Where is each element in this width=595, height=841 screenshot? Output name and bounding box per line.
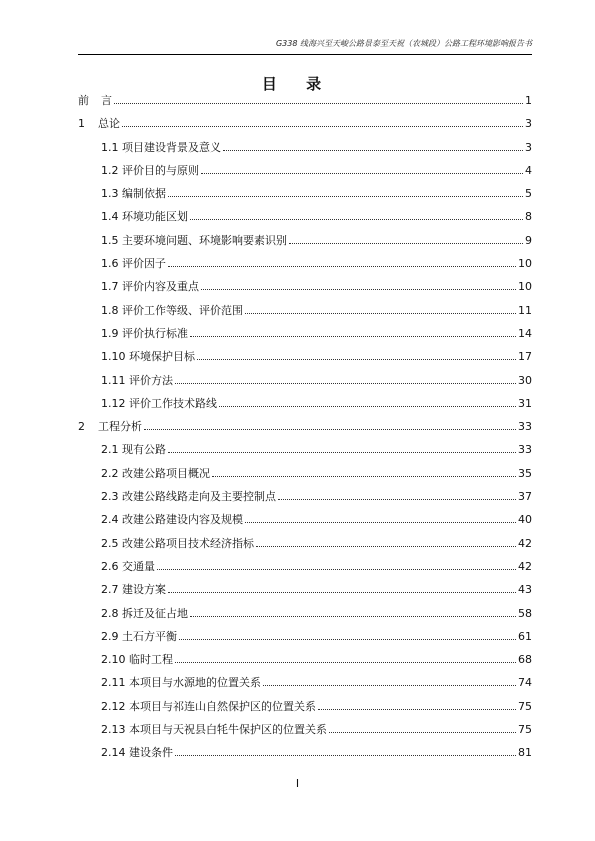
toc-entry[interactable] bbox=[78, 536, 532, 559]
toc-entry-label: 2.14 建设条件 bbox=[101, 746, 173, 760]
toc-leader-dots bbox=[190, 335, 516, 337]
page-number: I bbox=[295, 777, 300, 790]
toc-entry-page: 74 bbox=[518, 676, 532, 690]
toc-entry[interactable] bbox=[78, 186, 532, 209]
toc-leader-dots bbox=[168, 195, 523, 197]
toc-leader-dots bbox=[201, 288, 516, 290]
toc-entry[interactable] bbox=[78, 140, 532, 163]
toc-entry-label: 1.1 项目建设背景及意义 bbox=[101, 140, 221, 154]
toc-leader-dots bbox=[168, 265, 516, 267]
toc-entry[interactable] bbox=[78, 326, 532, 349]
toc-entry-label: 1.3 编制依据 bbox=[101, 187, 166, 201]
toc-leader-dots bbox=[190, 218, 523, 220]
toc-entry-label: 1.12 评价工作技术路线 bbox=[101, 396, 217, 410]
toc-leader-dots bbox=[175, 382, 516, 384]
toc-entry-label: 2.2 改建公路项目概况 bbox=[101, 466, 210, 480]
toc-leader-dots bbox=[212, 475, 516, 477]
toc-entry[interactable] bbox=[78, 652, 532, 675]
header-divider bbox=[78, 54, 532, 55]
toc-entry[interactable] bbox=[78, 699, 532, 722]
toc-leader-dots bbox=[144, 428, 516, 430]
toc-entry-page: 37 bbox=[518, 490, 532, 504]
toc-entry[interactable] bbox=[78, 256, 532, 279]
toc-entry-page: 3 bbox=[525, 117, 532, 131]
toc-entry-page: 40 bbox=[518, 513, 532, 527]
toc-entry-label: 言 bbox=[101, 94, 112, 107]
toc-entry-page: 1 bbox=[525, 94, 532, 107]
toc-entry-page: 10 bbox=[518, 257, 532, 271]
toc-entry-label: 1.2 评价目的与原则 bbox=[101, 163, 199, 177]
toc-leader-dots bbox=[179, 638, 516, 640]
toc-leader-dots bbox=[245, 312, 516, 314]
toc-entry[interactable] bbox=[78, 489, 532, 512]
toc-leader-dots bbox=[256, 545, 516, 547]
toc-entry-label: 2.6 交通量 bbox=[101, 559, 155, 573]
toc-entry[interactable] bbox=[78, 396, 532, 419]
toc-entry-label: 1.6 评价因子 bbox=[101, 257, 166, 271]
toc-entry-page: 4 bbox=[525, 163, 532, 177]
toc-entry-label: 1.7 评价内容及重点 bbox=[101, 280, 199, 294]
toc-entry[interactable] bbox=[78, 373, 532, 396]
toc-entry[interactable] bbox=[78, 559, 532, 582]
toc-leader-dots bbox=[201, 172, 523, 174]
toc-entry-page: 75 bbox=[518, 699, 532, 713]
toc-entry-label: 2.5 改建公路项目技术经济指标 bbox=[101, 536, 254, 550]
page-title: 目 录 bbox=[261, 75, 334, 93]
toc-entry[interactable] bbox=[78, 442, 532, 465]
toc-entry-page: 58 bbox=[518, 606, 532, 620]
toc-entry-page: 33 bbox=[518, 443, 532, 457]
toc-entry-label: 1.9 评价执行标准 bbox=[101, 326, 188, 340]
toc-entry[interactable] bbox=[78, 466, 532, 489]
toc-entry-number: 前 bbox=[78, 94, 89, 107]
toc-leader-dots bbox=[219, 405, 516, 407]
toc-leader-dots bbox=[263, 684, 516, 686]
toc-entry-label: 2.7 建设方案 bbox=[101, 583, 166, 597]
toc-leader-dots bbox=[190, 615, 516, 617]
toc-entry-page: 35 bbox=[518, 466, 532, 480]
toc-entry[interactable] bbox=[78, 279, 532, 302]
toc-leader-dots bbox=[175, 661, 516, 663]
toc-leader-dots bbox=[289, 242, 523, 244]
toc-entry-label: 2.8 拆迁及征占地 bbox=[101, 606, 188, 620]
toc-entry-label: 2.12 本项目与祁连山自然保护区的位置关系 bbox=[101, 699, 316, 713]
toc-entry-page: 31 bbox=[518, 396, 532, 410]
toc-leader-dots bbox=[318, 708, 516, 710]
toc-leader-dots bbox=[223, 149, 523, 151]
toc-entry[interactable] bbox=[78, 745, 532, 768]
toc-entry-label: 工程分析 bbox=[98, 420, 142, 434]
toc-leader-dots bbox=[168, 451, 516, 453]
toc-entry-label: 2.10 临时工程 bbox=[101, 653, 173, 667]
toc-leader-dots bbox=[122, 125, 523, 127]
toc-entry-page: 61 bbox=[518, 629, 532, 643]
running-header: G338 线海兴至天峻公路景泰至天祝（农城段）公路工程环境影响报告书 bbox=[275, 39, 532, 48]
toc-leader-dots bbox=[197, 358, 516, 360]
toc-entry-page: 14 bbox=[518, 326, 532, 340]
toc-leader-dots bbox=[168, 591, 516, 593]
toc-entry-page: 75 bbox=[518, 723, 532, 737]
toc-entry[interactable] bbox=[78, 722, 532, 745]
toc-leader-dots bbox=[245, 521, 516, 523]
toc-entry-label: 1.10 环境保护目标 bbox=[101, 350, 195, 364]
toc-entry-page: 42 bbox=[518, 536, 532, 550]
toc-entry-label: 1.11 评价方法 bbox=[101, 373, 173, 387]
toc-entry[interactable] bbox=[78, 512, 532, 535]
toc-entry-page: 8 bbox=[525, 210, 532, 224]
toc-leader-dots bbox=[278, 498, 516, 500]
toc-entry-number: 2 bbox=[78, 420, 85, 434]
toc-entry[interactable] bbox=[78, 349, 532, 372]
toc-entry-number: 1 bbox=[78, 117, 85, 131]
toc-leader-dots bbox=[114, 102, 523, 104]
toc-entry-page: 11 bbox=[518, 303, 532, 317]
toc-leader-dots bbox=[329, 731, 516, 733]
toc-entry[interactable] bbox=[78, 582, 532, 605]
toc-entry-label: 2.9 土石方平衡 bbox=[101, 629, 177, 643]
toc-entry[interactable] bbox=[78, 675, 532, 698]
toc-entry-page: 17 bbox=[518, 350, 532, 364]
toc-leader-dots bbox=[157, 568, 516, 570]
toc-entry-page: 43 bbox=[518, 583, 532, 597]
toc-entry-page: 10 bbox=[518, 280, 532, 294]
toc-entry[interactable] bbox=[78, 606, 532, 629]
toc-entry[interactable] bbox=[78, 163, 532, 186]
toc-entry-page: 30 bbox=[518, 373, 532, 387]
toc-entry-label: 2.13 本项目与天祝县白牦牛保护区的位置关系 bbox=[101, 723, 327, 737]
toc-entry-page: 42 bbox=[518, 559, 532, 573]
toc-entry-page: 5 bbox=[525, 187, 532, 201]
toc-entry[interactable] bbox=[78, 116, 532, 139]
toc-entry-label: 2.1 现有公路 bbox=[101, 443, 166, 457]
toc-entry-label: 1.5 主要环境问题、环境影响要素识别 bbox=[101, 233, 287, 247]
toc-entry-page: 3 bbox=[525, 140, 532, 154]
toc-entry-page: 9 bbox=[525, 233, 532, 247]
toc-entry-label: 2.11 本项目与水源地的位置关系 bbox=[101, 676, 261, 690]
toc-entry-page: 33 bbox=[518, 420, 532, 434]
toc-entry-label: 2.4 改建公路建设内容及规模 bbox=[101, 513, 243, 527]
toc-entry[interactable] bbox=[78, 303, 532, 326]
toc-entry-label: 2.3 改建公路线路走向及主要控制点 bbox=[101, 490, 276, 504]
toc-entry[interactable] bbox=[78, 419, 532, 442]
toc-entry[interactable] bbox=[78, 209, 532, 232]
table-of-contents bbox=[78, 93, 532, 769]
toc-entry[interactable] bbox=[78, 233, 532, 256]
toc-entry-page: 68 bbox=[518, 653, 532, 667]
toc-entry[interactable] bbox=[78, 93, 532, 116]
toc-entry[interactable] bbox=[78, 629, 532, 652]
toc-leader-dots bbox=[175, 754, 516, 756]
toc-entry-page: 81 bbox=[518, 746, 532, 760]
toc-entry-label: 总论 bbox=[98, 117, 120, 131]
toc-entry-label: 1.4 环境功能区划 bbox=[101, 210, 188, 224]
toc-entry-label: 1.8 评价工作等级、评价范围 bbox=[101, 303, 243, 317]
